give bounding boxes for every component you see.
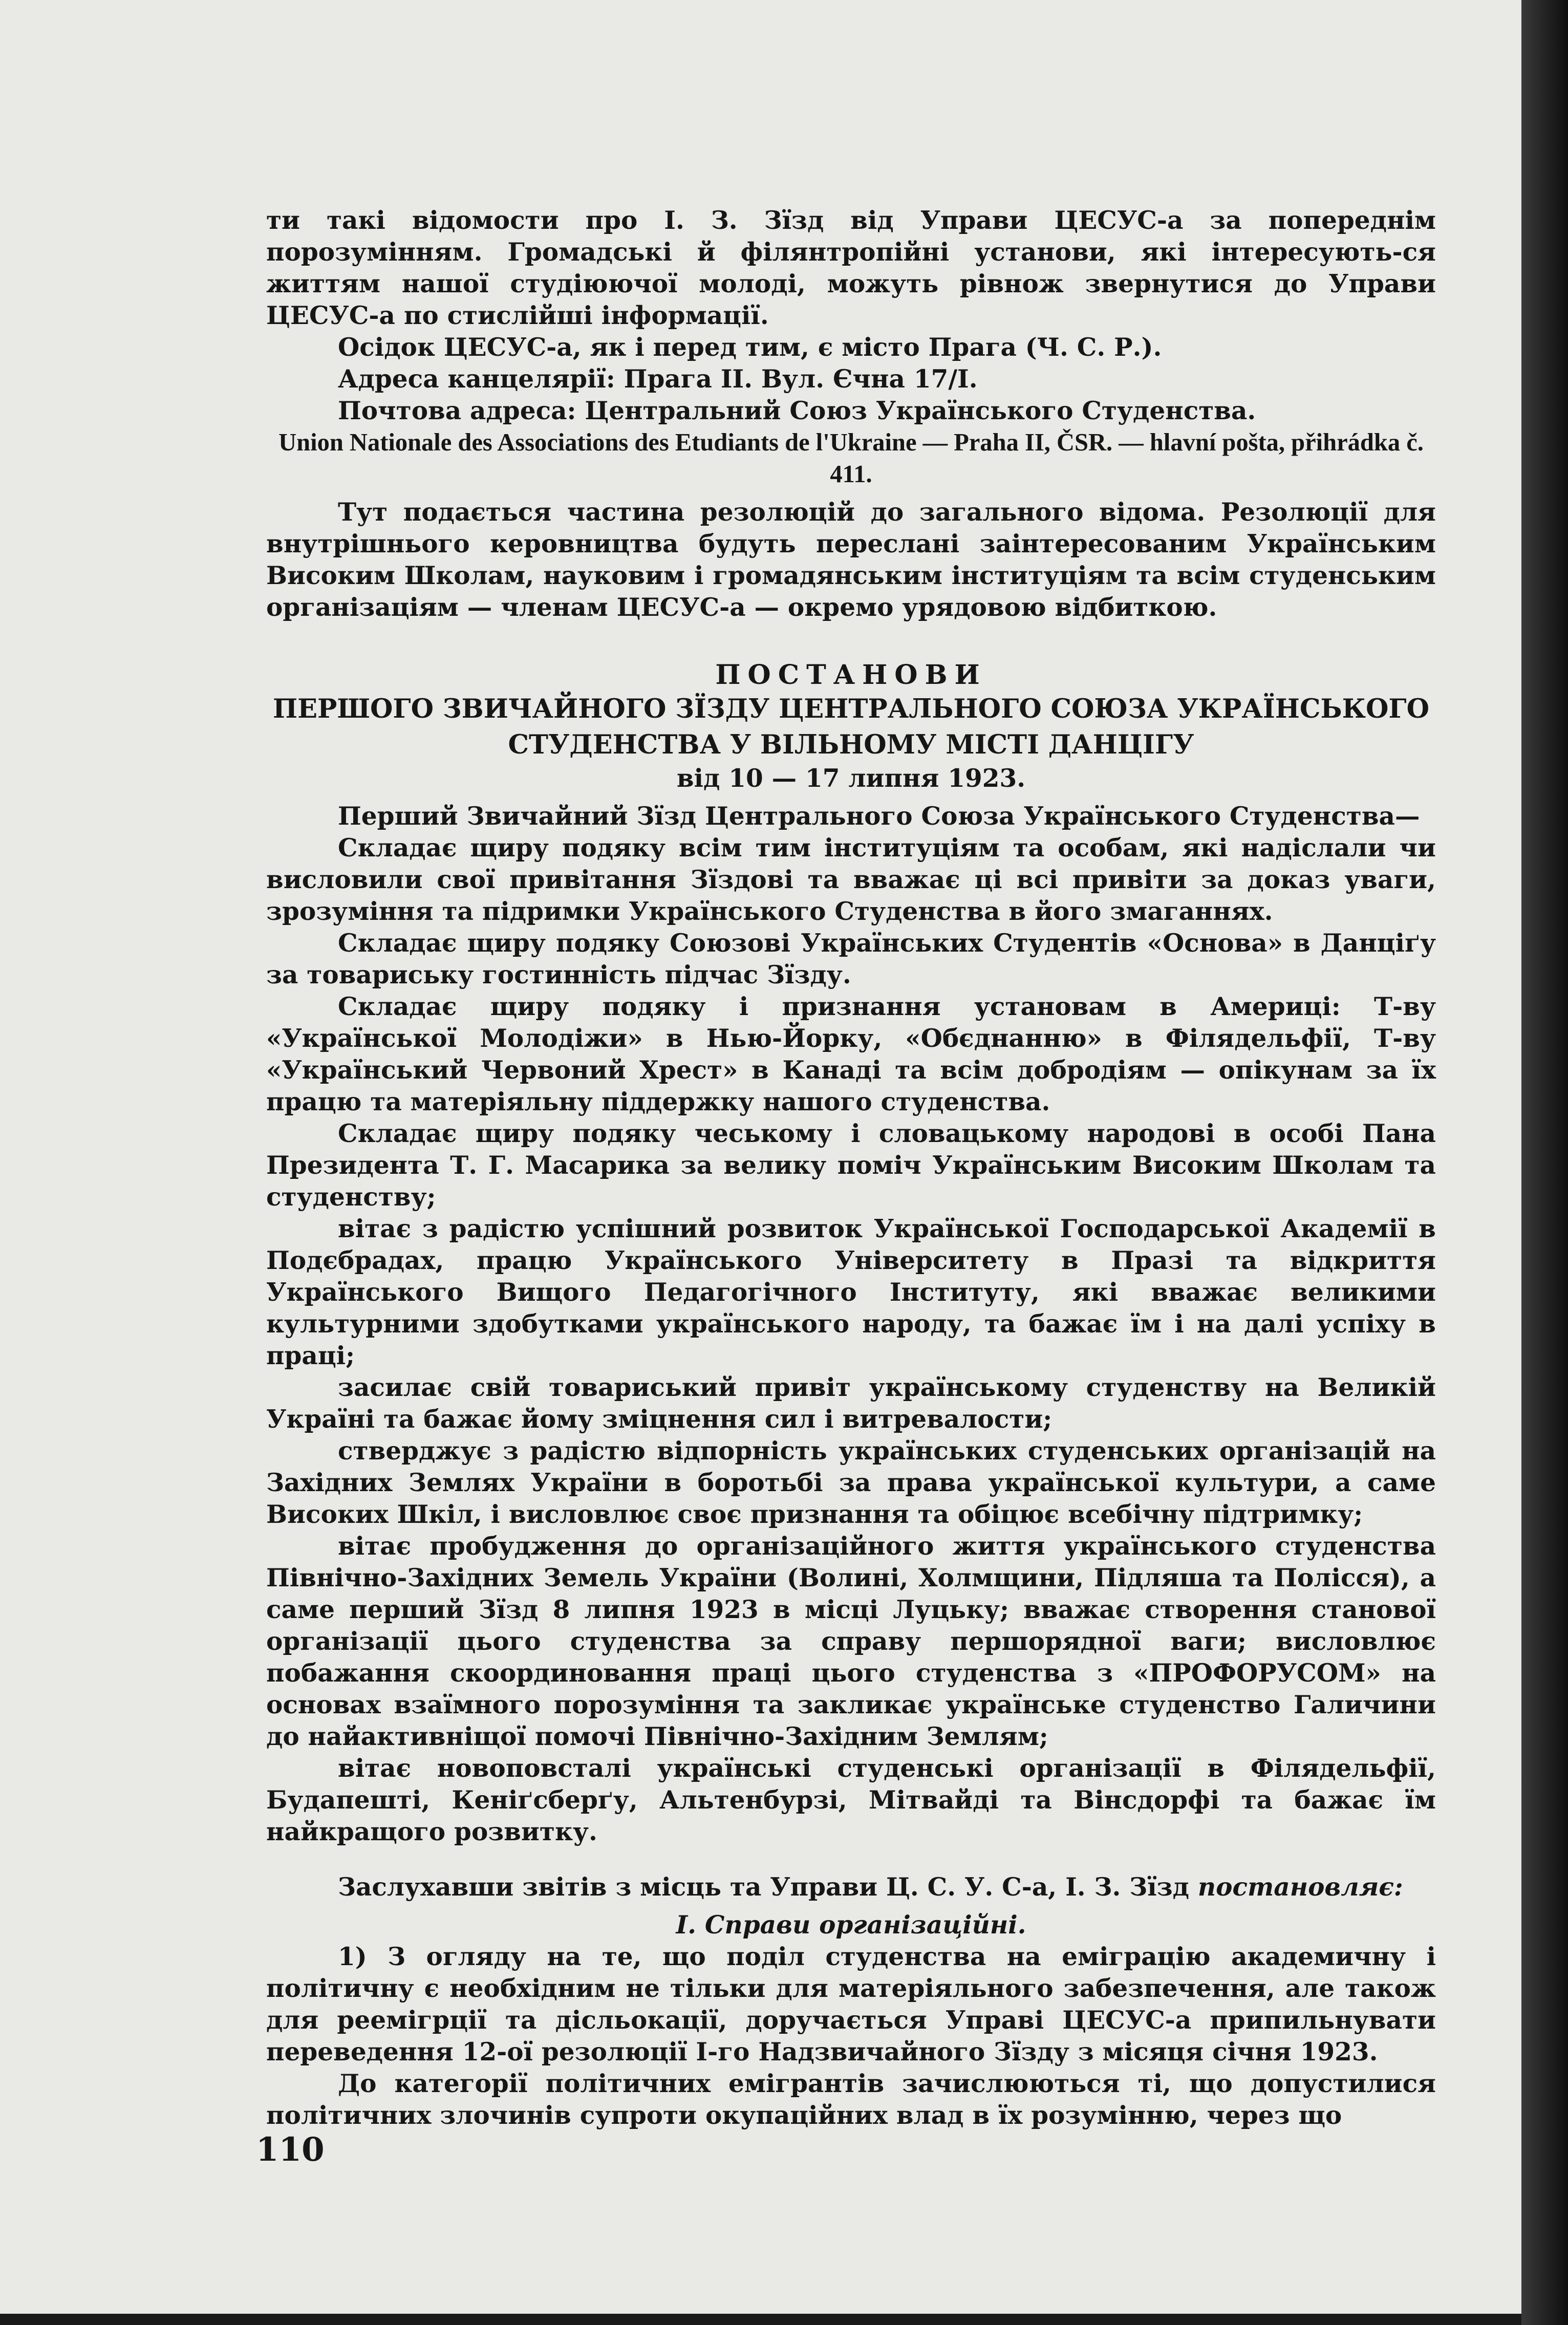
- section-paragraph: 1) З огляду на те, що поділ студенства на еміграцію академичну і політичну є необхідним не тільки для матеріяльного забезпечення, але також для реемігрції та дісльокації, доручається Управі ЦЕСУС-а припильнувати переведення 12-ої резолюції І-го Надзвичайного Зїзду з місяця січня 1923.: [266, 1942, 1436, 2066]
- congress-heading-line1: ПЕРШОГО ЗВИЧАЙНОГО ЗЇЗДУ ЦЕНТРАЛЬНОГО СОЮЗА УКРАЇНСЬКОГО: [272, 694, 1430, 724]
- postal-address-line: Почтова адреса: Центральний Союз Українського Студенства.: [338, 396, 1256, 425]
- office-address-line: Адреса канцелярії: Прага II. Вул. Єчна 17/I.: [338, 364, 978, 394]
- resolutions-notice: Тут подається частина резолюцій до загального відома. Резолюції для внутрішнього керовництва будуть переслані заінтересованим Українським Високим Школам, науковим і громадянським інституціям та всім студенським організаціям — членам ЦЕСУС-а — окремо урядовою відбиткою.: [266, 498, 1436, 622]
- resolution-intro: [266, 1871, 1436, 1903]
- postal-address-latin: Union Nationale des Associations des Etudiants de l'Ukraine — Praha II, ČSR. — hlavní pošta, přihrádka č. 411.: [278, 429, 1424, 488]
- resolution-intro-text: Заслухавши звітів з місць та Управи Ц. С. У. С-а, І. З. Зїзд: [338, 1872, 1189, 1902]
- congress-heading-line2: СТУДЕНСТВА У ВІЛЬНОМУ МІСТІ ДАНЦІГУ: [508, 729, 1194, 760]
- body-paragraph: вітає новоповсталі українські студенські організації в Філядельфії, Будапешті, Кеніґсберґу, Альтенбурзі, Мітвайді та Вінсдорфі та бажає їм найкращого розвитку.: [266, 1754, 1436, 1846]
- top-paragraph: ти такі відомости про І. З. Зїзд від Управи ЦЕСУС-а за попереднім порозумінням. Громадські й філянтропійні установи, які інтересують-ся життям нашої студіюючої молоді, можуть рівнож звернутися до Управи ЦЕСУС-а по стислійші інформації.: [266, 206, 1436, 330]
- resolution-word: постановляє:: [1197, 1872, 1403, 1902]
- congress-date: від 10 — 17 липня 1923.: [676, 764, 1026, 793]
- body-paragraph: засилає свій товариський привіт українському студенству на Великій Україні та бажає йому зміцнення сил і витревалости;: [266, 1373, 1436, 1434]
- seat-line: Осідок ЦЕСУС-а, як і перед тим, є місто Прага (Ч. С. Р.).: [338, 333, 1162, 362]
- page-text: [266, 205, 1436, 2132]
- body-paragraph: Складає щиру подяку всім тим інституціям та особам, які надіслали чи висловили свої привітання Зїздові та вважає ці всі привіти за доказ уваги, зрозуміння та підримки Українського Студенства в його змаганнях.: [266, 833, 1436, 926]
- page-number: 110: [256, 2130, 325, 2169]
- body-paragraph: Складає щиру подяку і признання установам в Америці: Т-ву «Української Молодіжи» в Нью-Йорку, «Обєднанню» в Філядельфії, Т-ву «Український Червоний Хрест» в Канаді та всім добродіям — опікунам за їх працю та матеріяльну піддержку нашого студенства.: [266, 992, 1436, 1116]
- body-paragraph: Складає щиру подяку Союзові Українських Студентів «Основа» в Данціґу за товариську гостинність підчас Зїзду.: [266, 929, 1436, 989]
- body-paragraph: вітає пробудження до організаційного життя українського студенства Північно-Західних Земель України (Волині, Холмщини, Підляша та Полісся), а саме перший Зїзд 8 липня 1923 в місці Луцьку; вважає створення станової організації цього студенства за справу першорядної ваги; висловлює побажання скоординовання праці цього студенства з «ПРОФОРУСОМ» на основах взаїмного порозуміння та закликає українське студенство Галичини до найактивніщої помочі Північно-Західним Землям;: [266, 1532, 1436, 1751]
- body-paragraph: стверджує з радістю відпорність українських студенських організацій на Західних Землях України в боротьбі за права української культури, а саме Високих Шкіл, і висловлює своє признання та обіцює всебічну підтримку;: [266, 1436, 1436, 1529]
- body-paragraph: вітає з радістю успішний розвиток Української Господарської Академії в Подєбрадах, працю Українського Університету в Празі та відкриття Українського Вищого Педагогічного Інституту, які вважає великими культурними здобутками українського народу, та бажає їм і на далі успіху в праці;: [266, 1214, 1436, 1370]
- body-paragraph: Перший Звичайний Зїзд Центрального Союза Українського Студенства—: [338, 802, 1420, 831]
- section-title: І. Справи організаційні.: [676, 1910, 1026, 1940]
- section-paragraph: До категорії політичних емігрантів зачислюються ті, що допустилися політичних злочинів супроти окупаційних влад в їх розумінню, через що: [266, 2069, 1436, 2130]
- dark-page-edge: [1521, 0, 1568, 2325]
- body-paragraph: Складає щиру подяку чеському і словацькому народові в особі Пана Президента Т. Г. Масарика за велику поміч Українським Високим Школам та студенству;: [266, 1119, 1436, 1212]
- resolutions-title: ПОСТАНОВИ: [715, 659, 987, 691]
